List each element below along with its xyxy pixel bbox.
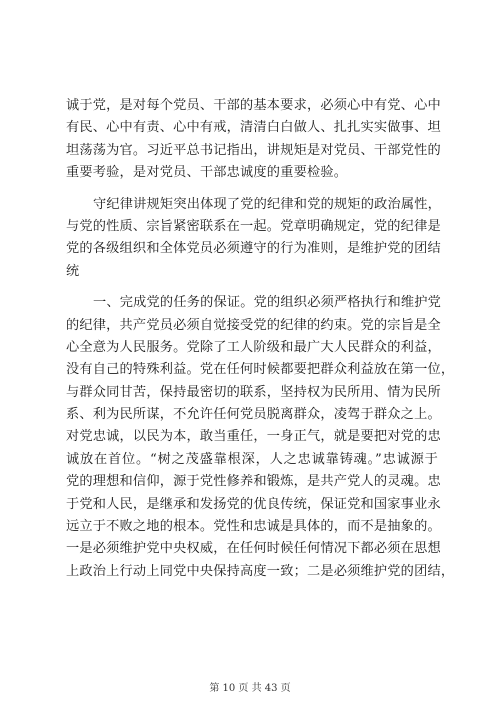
text-line: 与党的性质、宗旨紧密联系在一起。党章明确规定，党的纪律是 (66, 218, 441, 234)
text-line: 坦荡荡为官。习近平总书记指出，讲规矩是对党员、干部党性的 (66, 142, 441, 158)
text-line: 诚放在首位。“树之茂盛靠根深，人之忠诚靠铸魂。”忠诚源于 (66, 451, 438, 467)
text-line: 对党忠诚，以民为本，敢当重任，一身正气，就是要把对党的忠 (66, 429, 441, 445)
text-line: 心全意为人民服务。党除了工人阶级和最广大人民群众的利益， (66, 339, 441, 355)
paragraph-gap (66, 283, 438, 292)
text-line: 一是必须维护党中央权威，在任何时候任何情况下都必须在思想 (66, 541, 441, 557)
paragraph-2 (66, 194, 442, 284)
text-line: 重要考验，是对党员、干部忠诚度的重要检验。 (66, 165, 348, 181)
text-line: 系、利为民所谋，不允许任何党员脱离群众，凌驾于群众之上。 (66, 407, 441, 423)
text-line: 没有自己的特殊利益。党在任何时候都要把群众利益放在第一位， (66, 362, 455, 378)
text-line: 党的理想和信仰，源于党性修养和锻炼，是共产党人的灵魂。忠 (66, 474, 441, 490)
text-line: 有民、心中有责、心中有戒，清清白白做人、扎扎实实做事、坦 (66, 120, 441, 136)
page-footer: 第 10 页 共 43 页 (209, 683, 291, 694)
text-line: 上政治上行动上同党中央保持高度一致；二是必须维护党的团结， (66, 563, 455, 579)
paragraph-3 (66, 292, 455, 583)
paragraph-1 (66, 95, 441, 185)
text-line: 一、完成党的任务的保证。党的组织必须严格执行和维护党 (93, 295, 442, 311)
text-line: 于党和人民，是继承和发扬党的优良传统，保证党和国家事业永 (66, 496, 441, 512)
text-line: 诚于党，是对每个党员、干部的基本要求，必须心中有党、心中 (66, 98, 441, 113)
paragraph-gap (66, 185, 438, 194)
text-line: 远立于不败之地的根本。党性和忠诚是具体的，而不是抽象的。 (66, 519, 441, 535)
text-line: 的纪律，共产党员必须自觉接受党的纪律的约束。党的宗旨是全 (66, 317, 441, 333)
text-line: 党的各级组织和全体党员必须遵守的行为准则，是维护党的团结 (66, 241, 441, 257)
text-line: 与群众同甘苦，保持最密切的联系，坚持权为民所用、情为民所 (66, 384, 441, 400)
text-line: 统 (66, 263, 80, 279)
text-line: 守纪律讲规矩突出体现了党的纪律和党的规矩的政治属性， (93, 196, 442, 212)
body-text (66, 95, 455, 583)
